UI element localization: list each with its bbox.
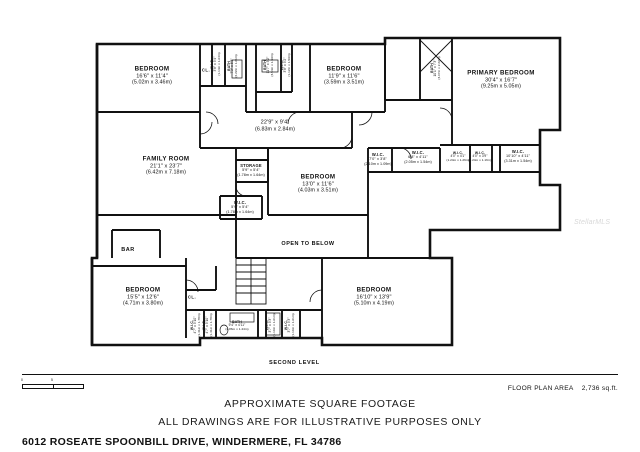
plan-text-open-to-below-3: OPEN TO BELOW (281, 241, 335, 247)
room-dimensions-imperial: 22'9" x 9'4" (260, 119, 290, 126)
floor-plan-area-label: FLOOR PLAN AREA (507, 385, 574, 392)
room-dimensions-imperial: 10'1" x 7'3" (433, 59, 438, 77)
property-address: 6012 ROSEATE SPOONBILL DRIVE, WINDERMERE, FL 34786 (22, 436, 342, 448)
room-dimensions-metric: (1.24m x 1.16m) (468, 158, 492, 163)
room-dimensions-metric: (2.10m x 1.09m) (364, 161, 392, 166)
room-dimensions-imperial: 3'8" x 5'4" (213, 56, 218, 72)
room-dimensions-metric: (1.12m x 1.59m) (287, 53, 292, 77)
room-name: FAMILY ROOM (142, 155, 190, 163)
room-dimensions-metric: (1.10m x 1.61m) (272, 313, 277, 337)
room-name: BEDROOM (356, 286, 392, 294)
room-dimensions-metric: (1.10m x 1.61m) (291, 313, 296, 337)
room-name: BEDROOM (326, 65, 362, 73)
floor-plan-area (508, 385, 618, 392)
room-name: BATH (227, 61, 232, 71)
room-dimensions-imperial: 30'4" x 16'7" (485, 77, 517, 84)
plan-text-cl-1: CL. (187, 294, 197, 300)
room-name: W.I.C. (233, 199, 247, 205)
room-dimensions-imperial: 6'8" x 4'11" (408, 154, 428, 159)
floor-plan-area-value: 2,736 sq.ft. (581, 385, 618, 392)
room-name: BATH (263, 60, 268, 70)
room-name: STORAGE (240, 162, 262, 168)
room-name: W.I.C. (284, 319, 289, 331)
room-dimensions-metric: (6.42m x 7.18m) (145, 169, 186, 176)
room-name: BATH (232, 320, 242, 325)
room-dimensions-metric: (2.22m x 1.61m) (234, 54, 239, 78)
room-dimensions-imperial: 10'10" x 4'11" (505, 153, 531, 158)
room-name: W.I.C. (190, 319, 195, 331)
room-dimensions-metric: (3.31m x 1.54m) (504, 158, 532, 163)
room-name: W.I.C. (202, 319, 207, 331)
room-dimensions-metric: (9.25m x 5.05m) (480, 83, 521, 90)
room-dimensions-metric: (3.54m x 1.59m) (270, 53, 275, 77)
room-dimensions-metric: (4.71m x 3.80m) (123, 300, 163, 307)
room-name: BATH (430, 63, 435, 73)
room-name: W.I.C. (452, 151, 464, 156)
room-name: BEDROOM (125, 286, 161, 294)
room-dimensions-metric: (6.83m x 2.84m) (255, 126, 295, 133)
disclaimer-line-2: ALL DRAWINGS ARE FOR ILLUSTRATIVE PURPOSES ONLY (158, 416, 482, 428)
room-dimensions-metric: (3.07m x 2.22m) (437, 56, 442, 80)
watermark-text: StellarMLS (574, 219, 611, 226)
room-name: W.I.C. (411, 149, 425, 155)
scale-start-label: 0 (21, 378, 23, 382)
room-dimensions-imperial: 7'0" x 3'8" (369, 156, 387, 161)
room-name: BEDROOM (134, 65, 170, 73)
room-name: BEDROOM (300, 173, 336, 181)
room-name: W.I.C. (371, 151, 385, 157)
room-name: W.I.C. (265, 319, 270, 331)
room-name: W.I.C. (474, 151, 486, 156)
room-name: W.I.C. (511, 148, 525, 154)
room-name: W.I.C. (210, 58, 215, 70)
room-dimensions-imperial: 13'0" x 11'6" (302, 181, 334, 188)
room-dimensions-imperial: 3'7" x 5'3" (287, 317, 292, 333)
room-dimensions-metric: (1.41m x 1.78m) (209, 313, 214, 337)
room-dimensions-imperial: 4'7" x 5'10" (193, 316, 198, 334)
room-dimensions-metric: (4.03m x 3.51m) (298, 187, 338, 194)
room-dimensions-imperial: 5'9" x 5'4" (231, 204, 249, 209)
room-dimensions-imperial: 4'0" x 4'1" (450, 154, 466, 159)
scale-bar (21, 378, 84, 391)
room-dimensions-imperial: 9'4" x 4'11" (228, 323, 246, 328)
room-dimensions-imperial: 16'10" x 13'9" (356, 294, 392, 301)
room-dimensions-metric: (5.02m x 3.46m) (132, 79, 172, 86)
room-dimensions-imperial: 16'6" x 11'4" (136, 73, 168, 80)
room-name: W.I.C. (280, 59, 285, 71)
room-dimensions-metric: (2.86m x 1.44m) (225, 327, 249, 332)
room-dimensions-imperial: 4'7" x 5'10" (205, 316, 210, 334)
room-dimensions-imperial: 11'9" x 11'6" (328, 73, 360, 80)
plan-text-bar-0: BAR (121, 247, 135, 253)
room-dimensions-imperial: 4'0" x 3'9" (472, 154, 488, 159)
room-dimensions-metric: (1.78m x 1.64m) (226, 209, 254, 214)
room-dimensions-imperial: 5'9" x 5'4" (242, 167, 260, 172)
room-dimensions-imperial: 21'1" x 23'7" (150, 163, 182, 170)
room-dimensions-imperial: 15'5" x 12'6" (127, 294, 159, 301)
room-dimensions-imperial: 7'3" x 5'3" (230, 58, 235, 74)
scale-mid-label: 5 (51, 378, 53, 382)
room-dimensions-imperial: 3'8" x 5'2" (283, 57, 288, 73)
room-dimensions-metric: (1.24m x 1.26m) (446, 158, 470, 163)
room-dimensions-metric: (3.59m x 3.51m) (324, 79, 364, 86)
room-dimensions-imperial: 11'7" x 5'2" (266, 56, 271, 74)
room-dimensions-imperial: 3'7" x 5'3" (268, 317, 273, 333)
room-name: PRIMARY BEDROOM (467, 69, 535, 77)
room-dimensions-metric: (2.05m x 1.54m) (404, 159, 432, 164)
room-dimensions-metric: (1.41m x 1.78m) (197, 313, 202, 337)
divider-line (22, 374, 618, 375)
room-dimensions-metric: (1.78m x 1.64m) (237, 172, 265, 177)
level-title: SECOND LEVEL (269, 360, 320, 366)
disclaimer-line-1: APPROXIMATE SQUARE FOOTAGE (224, 398, 416, 410)
room-dimensions-metric: (1.14m x 1.64m) (217, 52, 222, 76)
room-dimensions-metric: (5.10m x 4.19m) (354, 300, 394, 307)
plan-text-cl-2: CL. (201, 67, 211, 73)
